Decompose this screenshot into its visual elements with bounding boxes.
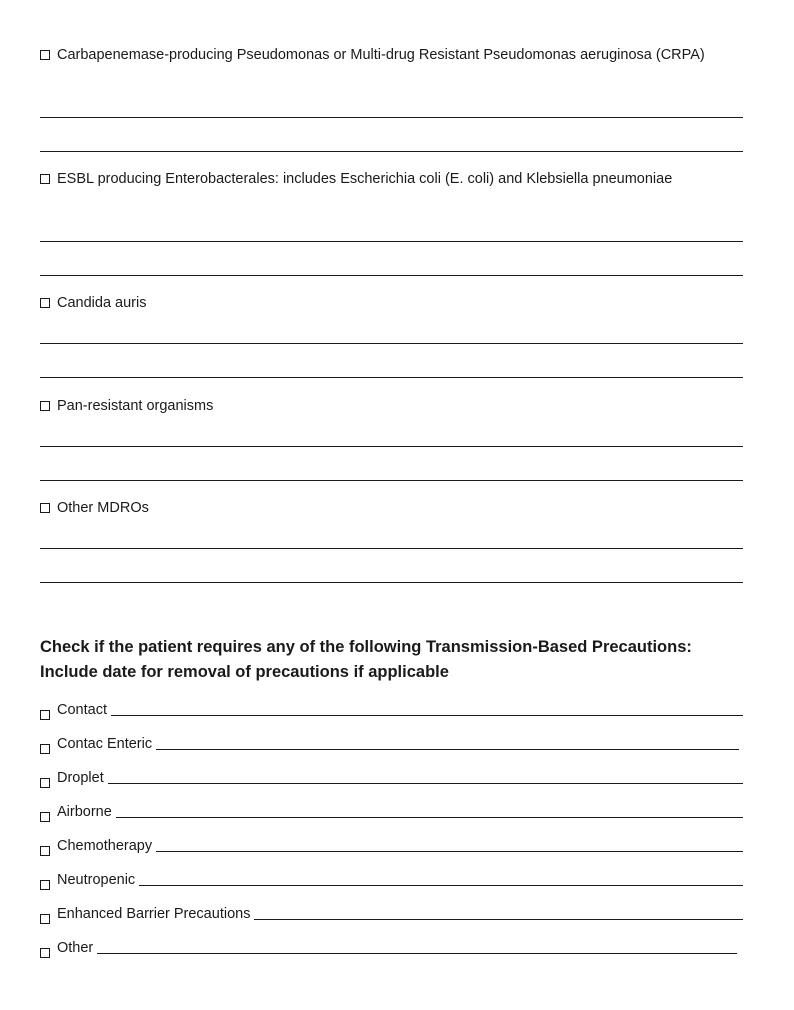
organism-label: Candida auris xyxy=(57,295,147,311)
precaution-enhanced-barrier xyxy=(40,902,743,924)
answer-line[interactable] xyxy=(40,151,743,152)
precaution-chemotherapy xyxy=(40,834,743,856)
date-line[interactable] xyxy=(156,850,743,852)
precaution-neutropenic xyxy=(40,868,743,890)
precaution-label: Enhanced Barrier Precautions xyxy=(57,906,251,922)
answer-line[interactable] xyxy=(40,548,743,549)
organism-pan-resistant xyxy=(40,395,743,485)
date-line[interactable] xyxy=(108,782,743,784)
answer-line[interactable] xyxy=(40,117,743,118)
checkbox[interactable] xyxy=(40,914,50,924)
checkbox[interactable] xyxy=(40,744,50,754)
organism-crpa xyxy=(40,44,743,156)
precaution-label: Neutropenic xyxy=(57,872,136,888)
precaution-label: Contac Enteric xyxy=(57,736,153,752)
organism-label: ESBL producing Enterobacterales: includes Escherichia coli (E. coli) and Klebsiella pneumoniae xyxy=(57,171,673,187)
checkbox[interactable] xyxy=(40,778,50,788)
date-line[interactable] xyxy=(139,884,743,886)
precaution-airborne xyxy=(40,800,743,822)
checkbox[interactable] xyxy=(40,503,50,513)
checkbox[interactable] xyxy=(40,948,50,958)
answer-line[interactable] xyxy=(40,377,743,378)
precaution-contact xyxy=(40,698,743,720)
organism-label: Carbapenemase-producing Pseudomonas or Multi-drug Resistant Pseudomonas aeruginosa (CRPA) xyxy=(57,47,705,63)
precaution-label: Other xyxy=(57,940,94,956)
date-line[interactable] xyxy=(97,952,737,954)
precaution-contac-enteric xyxy=(40,732,743,754)
organism-candida-auris xyxy=(40,292,743,382)
answer-line[interactable] xyxy=(40,480,743,481)
answer-line[interactable] xyxy=(40,241,743,242)
checkbox[interactable] xyxy=(40,880,50,890)
organism-other-mdros xyxy=(40,497,743,587)
checkbox[interactable] xyxy=(40,401,50,411)
answer-line[interactable] xyxy=(40,446,743,447)
checkbox[interactable] xyxy=(40,174,50,184)
organism-label: Pan-resistant organisms xyxy=(57,398,214,414)
checkbox[interactable] xyxy=(40,846,50,856)
answer-line[interactable] xyxy=(40,343,743,344)
organism-esbl xyxy=(40,168,743,280)
precaution-other xyxy=(40,936,743,958)
organism-label: Other MDROs xyxy=(57,500,149,516)
precaution-label: Chemotherapy xyxy=(57,838,153,854)
precaution-droplet xyxy=(40,766,743,788)
precaution-label: Contact xyxy=(57,702,107,718)
checkbox[interactable] xyxy=(40,710,50,720)
precaution-label: Airborne xyxy=(57,804,112,820)
checkbox[interactable] xyxy=(40,298,50,308)
checkbox[interactable] xyxy=(40,812,50,822)
date-line[interactable] xyxy=(156,748,739,750)
checkbox[interactable] xyxy=(40,50,50,60)
precautions-heading: Check if the patient requires any of the following Transmission-Based Precautions: Include date for removal of precautions if applicable xyxy=(40,638,692,681)
answer-line[interactable] xyxy=(40,582,743,583)
date-line[interactable] xyxy=(111,714,743,716)
date-line[interactable] xyxy=(116,816,743,818)
answer-line[interactable] xyxy=(40,275,743,276)
precaution-label: Droplet xyxy=(57,770,104,786)
date-line[interactable] xyxy=(254,918,743,920)
